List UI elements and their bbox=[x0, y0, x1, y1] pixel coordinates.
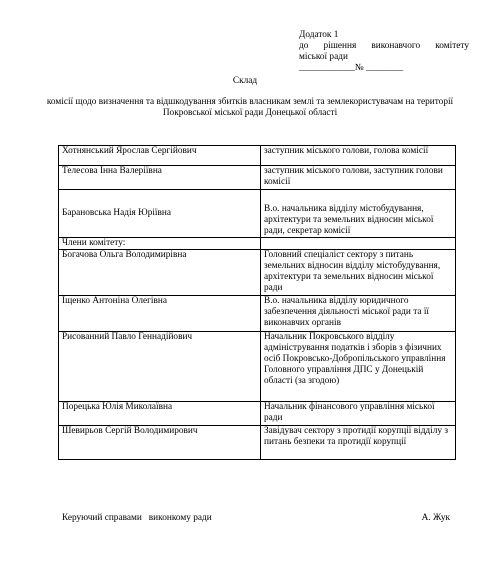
member-position: В.о. начальника відділу юридичного забезпечення діяльності міської ради та її виконавчих органів bbox=[261, 295, 456, 331]
table-row bbox=[59, 425, 456, 459]
table-row bbox=[59, 401, 456, 425]
member-name: Хотнянський Ярослав Сергійович bbox=[59, 146, 261, 166]
appendix-council: міської ради bbox=[299, 51, 348, 62]
commission-members-table bbox=[58, 145, 456, 460]
member-name: Шевирьов Сергій Володимирович bbox=[59, 425, 261, 459]
member-name: Барановська Надія Юріївна bbox=[59, 190, 261, 238]
member-position: Начальник Покровського відділу адміністрування податків і зборів з фізичних осіб Покровсько-Добропільського управління Головного управління ДПС у Донецькій області (за згодою) bbox=[261, 331, 456, 401]
member-position: Головний спеціаліст сектору з питань земельних відносин відділу містобудування, архітектури та земельних відносин міської ради bbox=[261, 249, 456, 295]
signatory-title: Керуючий справами виконкому ради bbox=[62, 513, 212, 523]
member-position: заступник міського голови, голова комісії bbox=[261, 146, 456, 166]
appendix-word: рішення bbox=[323, 40, 357, 51]
appendix-header bbox=[299, 30, 469, 74]
member-position: Начальник фінансового управління міської ради bbox=[261, 401, 456, 425]
table-row bbox=[59, 295, 456, 331]
appendix-date-number: ____________№ ________ bbox=[299, 62, 404, 73]
member-position: Завідувач сектору з протидії корупції відділу з питань безпеки та протидії корупції bbox=[261, 425, 456, 459]
member-name: Телесова Інна Валеріївна bbox=[59, 166, 261, 190]
signature-footer bbox=[62, 513, 450, 524]
document-title: Склад bbox=[232, 76, 258, 86]
member-name: Іщенко Антоніна Олегівна bbox=[59, 295, 261, 331]
members-section-label: Члени комітету: bbox=[59, 238, 261, 250]
document-subtitle: комісії щодо визначення та відшкодування збитків власникам землі та землекористувачам на території Покровської міської ради Донецької області bbox=[46, 97, 454, 118]
table-row bbox=[59, 166, 456, 190]
appendix-number: Додаток 1 bbox=[299, 30, 339, 40]
table-row bbox=[59, 190, 456, 238]
table-row bbox=[59, 146, 456, 166]
table-row bbox=[59, 249, 456, 295]
member-position: В.о. начальника відділу містобудування, архітектури та земельних відносин міської ради, секретар комісії bbox=[261, 190, 456, 238]
appendix-word: виконавчого bbox=[371, 40, 421, 51]
member-position: заступник міського голови, заступник голови комісії bbox=[261, 166, 456, 190]
appendix-decision-line bbox=[299, 41, 469, 52]
table-row bbox=[59, 331, 456, 401]
appendix-word: до bbox=[299, 40, 309, 51]
table-row bbox=[59, 238, 456, 250]
signatory-name: А. Жук bbox=[421, 513, 450, 523]
member-position bbox=[261, 238, 456, 250]
member-name: Рисованний Павло Геннадійович bbox=[59, 331, 261, 401]
member-name: Богачова Ольга Володимирівна bbox=[59, 249, 261, 295]
appendix-word: комітету bbox=[435, 40, 469, 51]
member-name: Порецька Юлія Миколаївна bbox=[59, 401, 261, 425]
